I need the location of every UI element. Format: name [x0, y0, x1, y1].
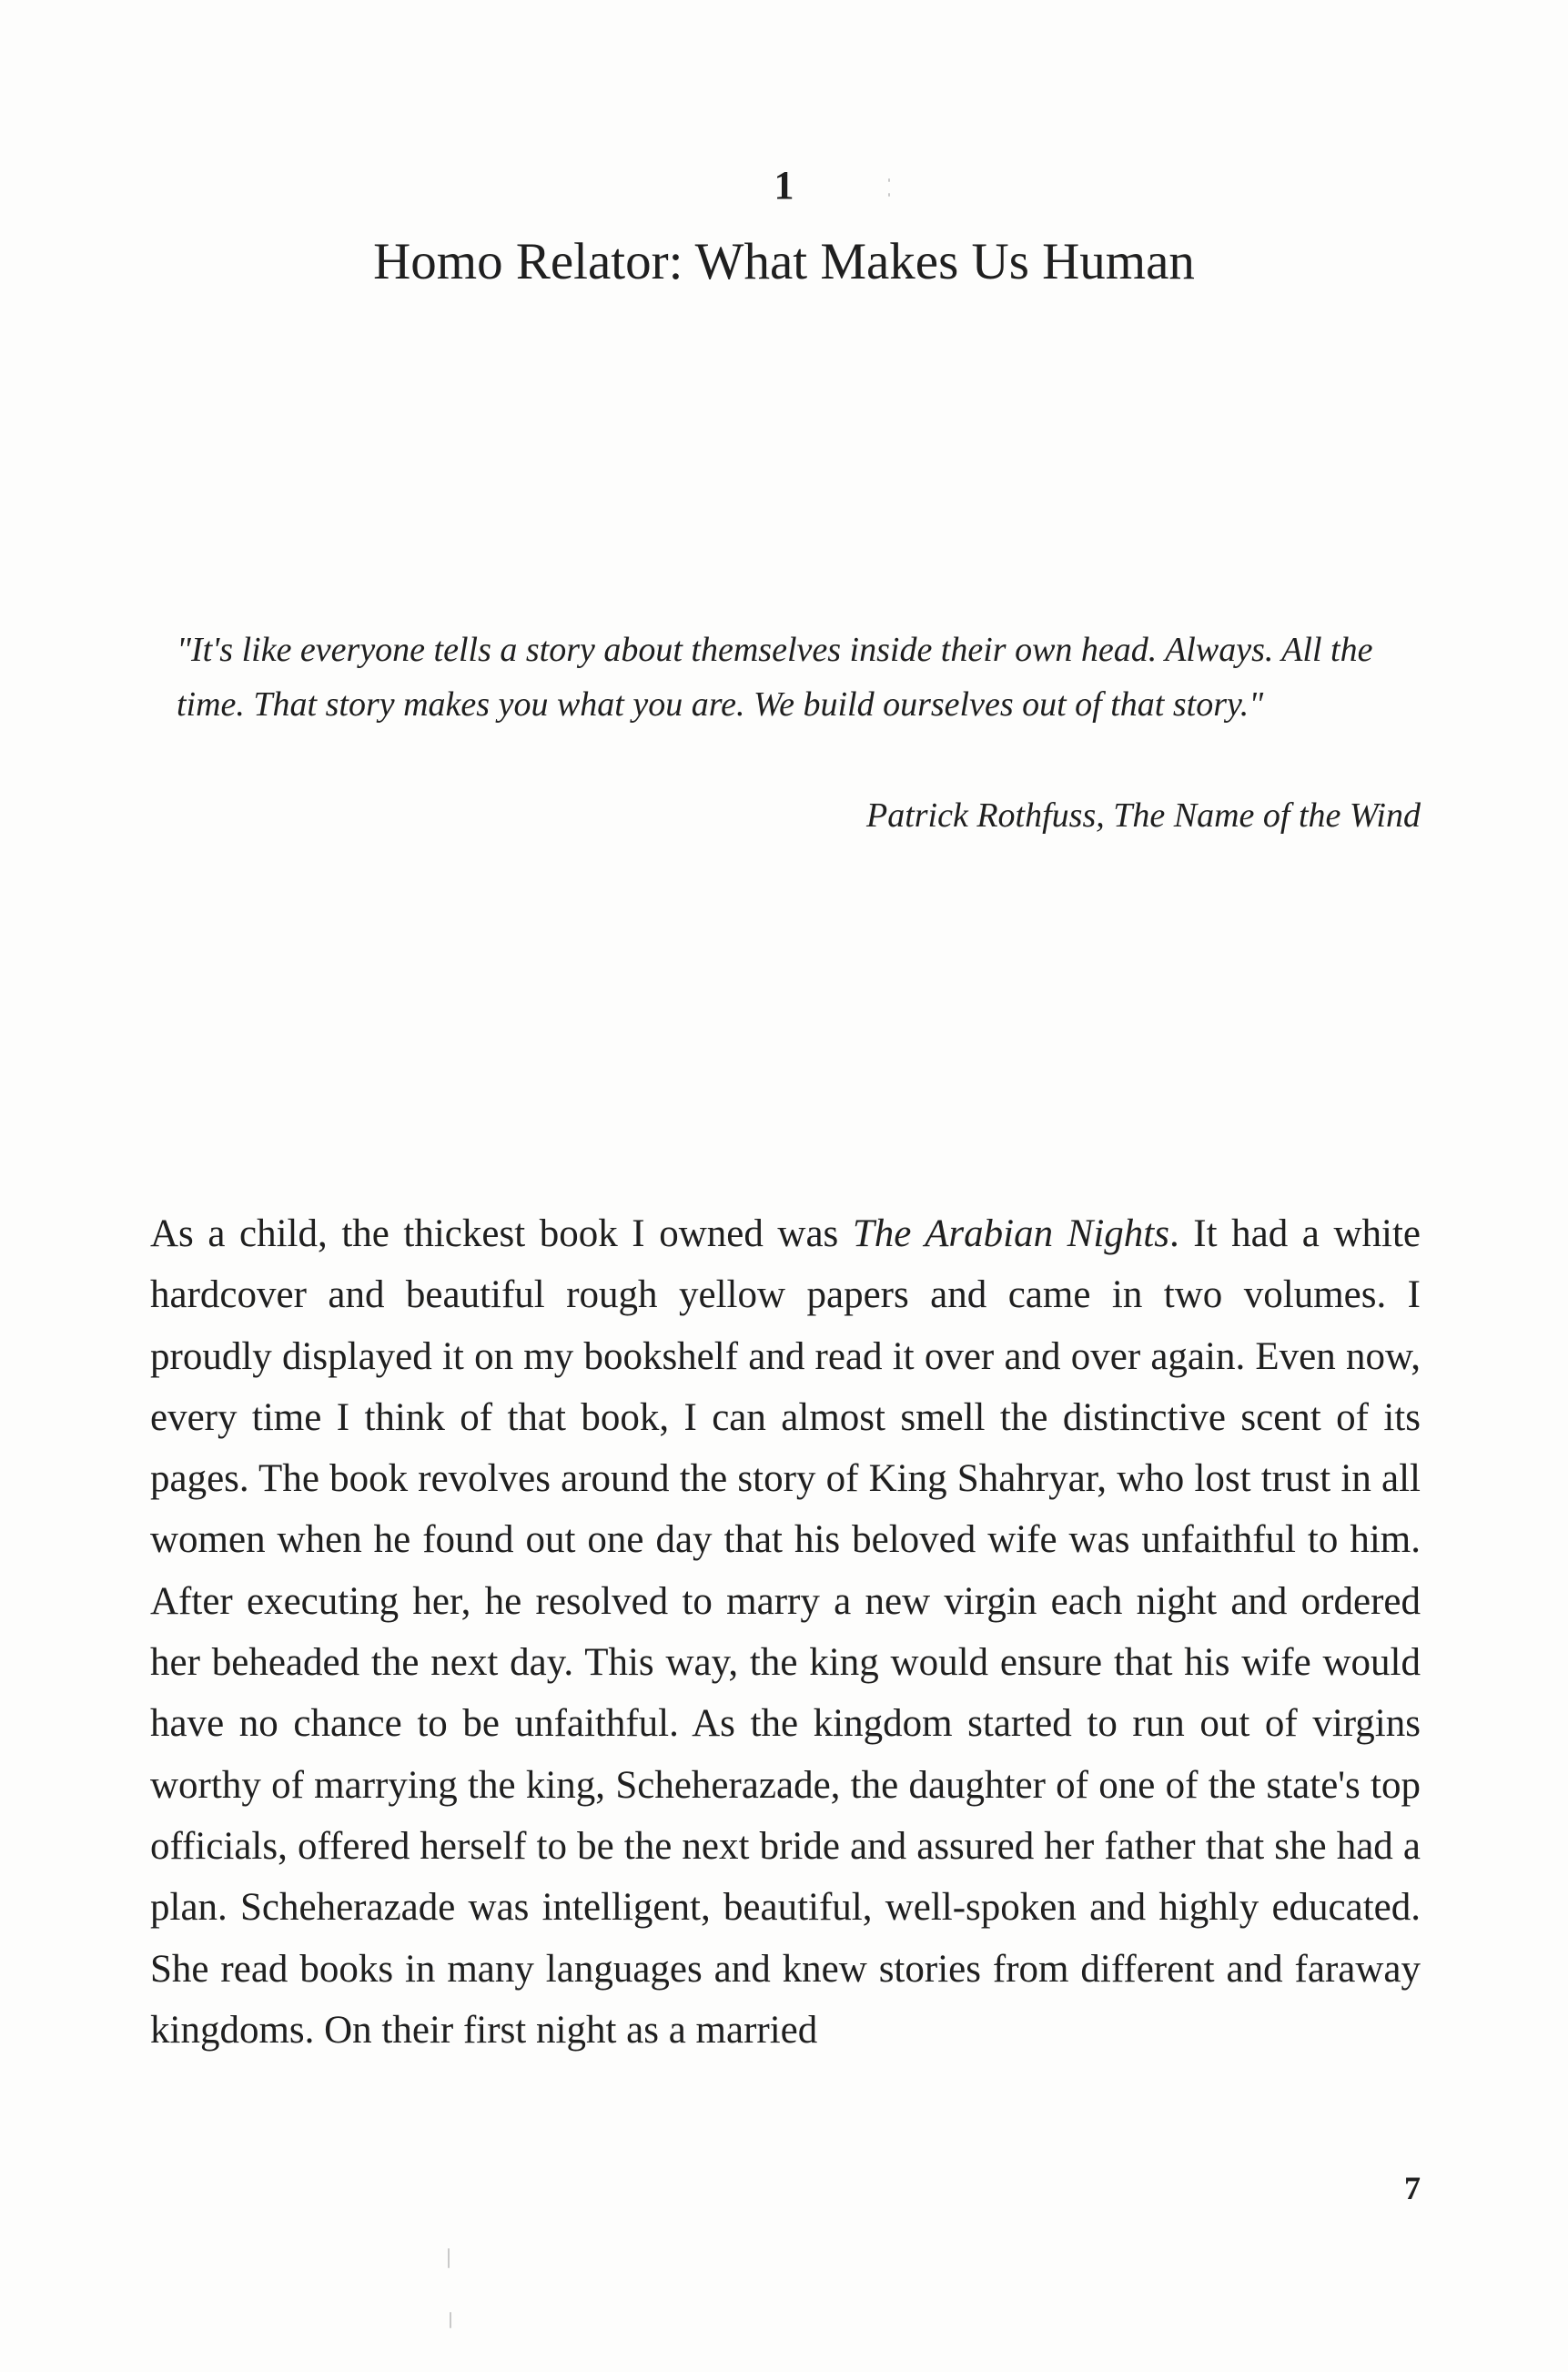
scan-speck	[450, 2312, 451, 2328]
paragraph-start: As a child, the thickest book I owned was	[150, 1212, 853, 1255]
chapter-title: Homo Relator: What Makes Us Human	[373, 233, 1195, 290]
paragraph-rest: . It had a white hardcover and beautiful rough yellow papers and came in two volumes. I proudly displayed it on my bookshelf and read it over and over again. Even now, every time I think of that book, I can almost smell the distinctive scent of its pages. The book revolves around the story of King Shahryar, who lost trust in all women when he found out one day that his beloved wife was unfaithful to him. After executing her, he resolved to marry a new virgin each night and ordered her beheaded the next day. This way, the king would ensure that his wife would have no chance to be unfaithful. As the kingdom started to run out of virgins worthy of marrying the king, Scheherazade, the daughter of one of the state's top officials, offered herself to be the next bride and assured her father that she had a plan. Scheherazade was intelligent, beautiful, well-spoken and highly educated. She read books in many languages and knew stories from different and faraway kingdoms. On their first night as a married	[150, 1212, 1421, 2052]
paragraph	[150, 1203, 1421, 2061]
page-number: 7	[1404, 2170, 1421, 2206]
scan-speck	[888, 193, 890, 197]
epigraph-attribution: Patrick Rothfuss, The Name of the Wind	[865, 796, 1421, 835]
scan-speck	[888, 178, 890, 182]
book-title: The Arabian Nights	[852, 1212, 1169, 1255]
chapter-number: 1	[774, 163, 794, 208]
epigraph-quote	[177, 623, 1387, 732]
epigraph-text: "It's like everyone tells a story about themselves inside their own head. Always. All the time. That story makes you what you are. We build ourselves out of that story."	[177, 631, 1373, 724]
scan-speck	[448, 2248, 450, 2268]
body-paragraph	[150, 1203, 1421, 2061]
